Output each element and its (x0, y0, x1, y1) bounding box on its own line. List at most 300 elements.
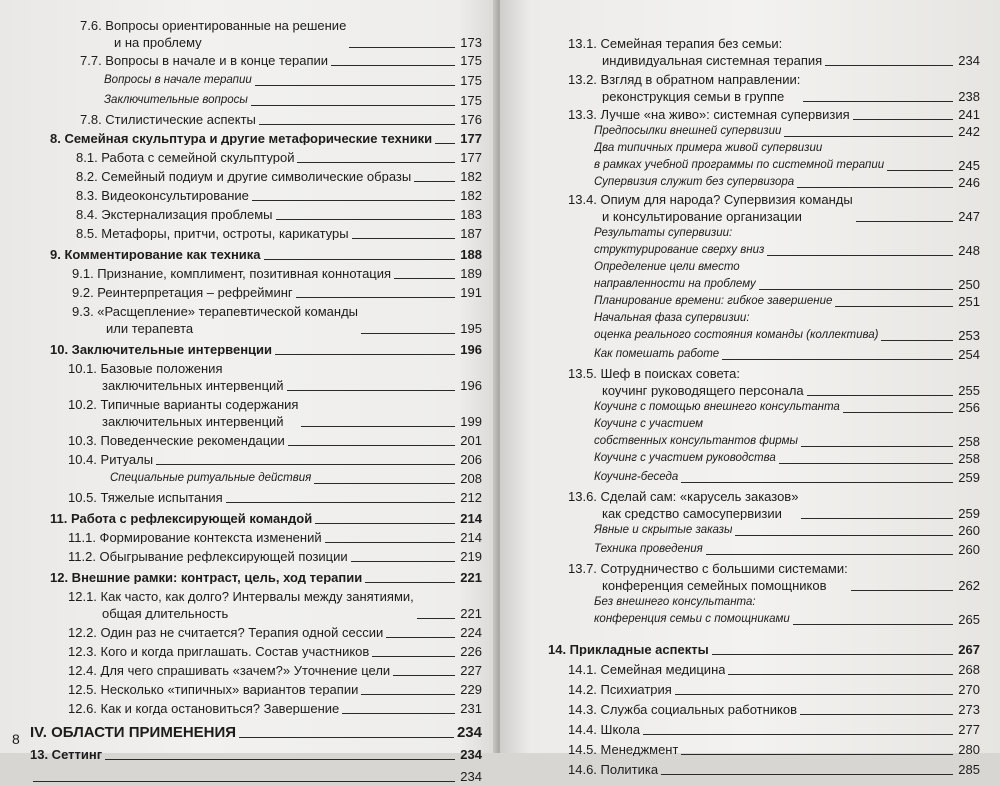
toc-entry-title-line: или терапевта (106, 321, 194, 335)
toc-entry-title-line: 13. Сеттинг (30, 748, 103, 761)
toc-entry-title-line: и консультирование организации (602, 209, 802, 223)
toc-leader-line (801, 445, 953, 447)
toc-entry-title (50, 343, 272, 356)
toc-leader-line (259, 123, 455, 125)
toc-entry-title-line: Техника проведения (594, 543, 703, 555)
toc-entry-title-line: общая длительность (102, 606, 229, 620)
toc-entry-title (80, 54, 328, 67)
toc-entry (538, 364, 980, 400)
toc-entry (538, 311, 980, 345)
toc-page-number: 245 (958, 158, 980, 173)
toc-entry-title-line: Два типичных примера живой супервизии (594, 142, 823, 154)
toc-entry-title-line: 14.3. Служба социальных работников (568, 703, 797, 716)
toc-page-number: 177 (460, 131, 482, 146)
toc-entry (20, 224, 482, 243)
toc-entry-title (68, 664, 390, 677)
toc-page-number: 231 (460, 701, 482, 716)
toc-page-number: 221 (460, 606, 482, 621)
toc-entry-title-line: как средство самосупервизии (602, 506, 782, 520)
toc-page-number: 196 (460, 378, 482, 393)
toc-entry (538, 294, 980, 311)
toc-leader-line (372, 655, 455, 657)
toc-page-number: 251 (958, 294, 980, 309)
toc-page-number: 227 (460, 663, 482, 678)
toc-entry-title-line: 9.3. «Расщепление» терапевтической команды (72, 305, 359, 319)
toc-leader-line (276, 218, 455, 220)
toc-chapter-entry (20, 243, 482, 264)
toc-entry-title-line: Явные и скрытые заказы (594, 524, 733, 536)
toc-page-number: 277 (958, 722, 980, 737)
toc-entry-title-line: 14. Прикладные аспекты (548, 643, 709, 656)
toc-page-number: 224 (460, 625, 482, 640)
toc-entry (20, 431, 482, 450)
toc-entry (20, 661, 482, 680)
toc-entry-title-line: 12.2. Один раз не считается? Терапия одной сессии (68, 626, 384, 639)
toc-entry (20, 52, 482, 70)
toc-entry-title-line: 14.5. Менеджмент (568, 743, 679, 756)
toc-entry-title-line: Коучинг с помощью внешнего консультанта (594, 401, 840, 413)
toc-leader-line (251, 104, 455, 106)
toc-entry-title-line: 13.1. Семейная терапия без семьи: (568, 37, 783, 51)
toc-page-number: 182 (460, 188, 482, 203)
toc-entry-title (50, 132, 432, 145)
toc-entry-title (594, 471, 678, 484)
toc-entry (20, 680, 482, 699)
toc-leader-line (853, 118, 953, 120)
toc-leader-line (728, 673, 953, 675)
toc-entry-title-line: 8.1. Работа с семейной скульптурой (76, 151, 295, 164)
toc-leader-line (779, 462, 953, 464)
toc-entry-title-line: 7.8. Стилистические аспекты (80, 113, 256, 126)
toc-leader-line (315, 522, 455, 524)
toc-leader-line (722, 358, 953, 360)
toc-entry-title-line: Результаты супервизии: (594, 227, 733, 239)
toc-entry (20, 264, 482, 283)
toc-entry-title (80, 19, 346, 49)
toc-entry (538, 699, 980, 719)
toc-entry-title (68, 590, 414, 620)
toc-page-number: 212 (460, 490, 482, 505)
toc-entry (538, 175, 980, 192)
toc-entry-title-line: Коучинг-беседа (594, 471, 679, 483)
toc-page-number: 260 (958, 523, 980, 538)
toc-leader-line (105, 758, 455, 760)
toc-entry (20, 488, 482, 507)
toc-page-number: 242 (958, 124, 980, 139)
toc-entry-title-line: 9.1. Признание, комплимент, позитивная коннотация (72, 267, 392, 280)
toc-page-number: 256 (958, 400, 980, 415)
toc-leader-line (414, 180, 455, 182)
toc-page-number: 238 (958, 89, 980, 104)
toc-entry (20, 359, 482, 395)
toc-entry-title-line: 10.1. Базовые положения (68, 362, 223, 376)
toc-entry-title (568, 193, 853, 223)
toc-page-number: 191 (460, 285, 482, 300)
toc-leader-line (239, 736, 454, 738)
toc-entry-title (568, 367, 804, 397)
toc-entry-title-line: 12.5. Несколько «типичных» вариантов терапии (68, 683, 359, 696)
toc-entry-title (68, 398, 298, 428)
toc-entry-title (110, 472, 311, 485)
toc-chapter-entry (20, 507, 482, 528)
toc-leader-line (835, 305, 953, 307)
toc-leader-line (156, 463, 455, 465)
toc-entry (538, 559, 980, 595)
toc-entry (20, 148, 482, 167)
toc-page-number: 214 (460, 530, 482, 545)
toc-entry (538, 106, 980, 124)
toc-leader-line (287, 389, 455, 391)
toc-entry (538, 759, 980, 779)
toc-entry-title-line: 12.6. Как и когда остановиться? Завершение (68, 702, 340, 715)
toc-page-number: 241 (958, 107, 980, 122)
toc-entry-title-line: Специальные ритуальные действия (110, 472, 312, 484)
toc-entry-title (76, 189, 249, 202)
right-toc (538, 34, 980, 779)
toc-page-number: 234 (460, 747, 482, 762)
toc-entry-title-line: 11. Работа с рефлексирующей командой (50, 512, 313, 525)
toc-entry-title-line: 12. Внешние рамки: контраст, цель, ход терапии (50, 571, 363, 584)
toc-entry-title-line: 8.5. Метафоры, притчи, остроты, карикатуры (76, 227, 349, 240)
toc-leader-line (352, 237, 455, 239)
toc-leader-line (386, 636, 455, 638)
toc-entry-title-line: 13.4. Опиум для народа? Супервизия команды (568, 193, 853, 207)
toc-leader-line (712, 653, 953, 655)
toc-entry-title-line: Определение цели вместо (594, 261, 740, 273)
toc-entry (538, 487, 980, 523)
toc-entry-title-line: Вопросы в начале терапии (104, 74, 252, 86)
toc-entry-title-line: Коучинг с участием руководства (594, 452, 776, 464)
right-page (500, 0, 1000, 777)
left-toc (20, 16, 482, 786)
toc-leader-line (255, 84, 455, 86)
toc-entry-title (68, 626, 383, 639)
toc-entry (20, 70, 482, 90)
toc-entry-title-line: IV. ОБЛАСТИ ПРИМЕНЕНИЯ (30, 726, 237, 739)
toc-page-number: 175 (460, 73, 482, 88)
toc-entry-title (80, 113, 256, 126)
toc-entry-title (76, 151, 294, 164)
toc-entry (20, 90, 482, 110)
toc-leader-line (800, 713, 953, 715)
toc-leader-line (365, 581, 455, 583)
toc-entry-title-line: 14.2. Психиатрия (568, 683, 672, 696)
toc-entry-title (568, 723, 640, 736)
toc-leader-line (296, 296, 455, 298)
toc-leader-line (331, 64, 455, 66)
toc-entry-title (594, 348, 719, 361)
toc-entry-title-line: собственных консультантов фирмы (594, 435, 798, 447)
toc-entry-title-line: Заключительные вопросы (104, 94, 248, 106)
toc-entry-title-line: Без внешнего консультанта: (594, 596, 756, 608)
toc-entry (20, 110, 482, 129)
toc-entry-title-line: в рамках учебной программы по системной терапии (594, 159, 885, 171)
toc-leader-line (851, 589, 953, 591)
toc-entry (20, 16, 482, 52)
toc-page-number: 265 (958, 612, 980, 627)
toc-entry-title (50, 571, 362, 584)
toc-page-number: 221 (460, 570, 482, 585)
toc-entry (20, 587, 482, 623)
toc-entry-title-line: конференция семьи с помощниками (594, 613, 790, 625)
toc-leader-line (797, 186, 953, 188)
toc-entry (20, 547, 482, 566)
toc-entry-title (594, 596, 790, 626)
toc-entry-title-line: 9. Комментирование как техника (50, 248, 261, 261)
toc-entry-title-line: Планирование времени: гибкое завершение (594, 295, 833, 307)
toc-entry-title-line: 14.6. Политика (568, 763, 659, 776)
toc-leader-line (675, 693, 953, 695)
toc-entry-title-line: коучинг руководящего персонала (602, 383, 804, 397)
toc-entry-title (594, 452, 776, 465)
toc-leader-line (252, 199, 455, 201)
toc-leader-line (226, 501, 455, 503)
toc-chapter-entry (20, 718, 482, 742)
toc-page-number: 175 (460, 53, 482, 68)
toc-chapter-entry (20, 129, 482, 148)
toc-page-number: 206 (460, 452, 482, 467)
toc-entry-title (68, 550, 348, 563)
toc-entry (538, 595, 980, 629)
toc-entry (538, 260, 980, 294)
toc-leader-line (342, 712, 455, 714)
toc-page-number: 226 (460, 644, 482, 659)
toc-leader-line (643, 733, 953, 735)
toc-chapter-entry (538, 629, 980, 659)
toc-entry-title-line: 7.6. Вопросы ориентированные на решение (80, 19, 347, 33)
toc-entry-title-line: конференция семейных помощников (602, 578, 827, 592)
toc-chapter-entry (20, 338, 482, 359)
toc-leader-line (361, 332, 455, 334)
toc-leader-line (803, 100, 953, 102)
toc-entry-title (104, 74, 252, 87)
toc-page-number: 255 (958, 383, 980, 398)
toc-entry (538, 417, 980, 451)
toc-entry (538, 523, 980, 540)
toc-entry-title (594, 261, 756, 291)
toc-entry-title-line: 14.4. Школа (568, 723, 641, 736)
toc-page-number: 250 (958, 277, 980, 292)
toc-entry (538, 679, 980, 699)
toc-entry-title (68, 453, 153, 466)
toc-entry-title-line: 12.1. Как часто, как долго? Интервалы между занятиями, (68, 590, 414, 604)
toc-entry-title (568, 108, 850, 121)
toc-page-number: 214 (460, 511, 482, 526)
toc-entry-title (568, 763, 658, 776)
toc-chapter-entry (20, 566, 482, 587)
toc-leader-line (349, 46, 455, 48)
toc-entry (538, 400, 980, 417)
toc-entry (20, 205, 482, 224)
toc-entry-title (568, 743, 678, 756)
toc-leader-line (297, 161, 455, 163)
toc-leader-line (887, 169, 953, 171)
toc-entry-title (568, 703, 797, 716)
toc-entry-title (76, 170, 411, 183)
toc-entry-title (568, 683, 672, 696)
toc-leader-line (735, 534, 953, 536)
toc-leader-line (325, 541, 455, 543)
toc-entry (20, 395, 482, 431)
toc-entry-title-line: заключительных интервенций (102, 378, 284, 392)
toc-entry-title-line: Предпосылки внешней супервизии (594, 125, 782, 137)
toc-leader-line (301, 425, 455, 427)
toc-leader-line (843, 411, 953, 413)
toc-leader-line (288, 444, 455, 446)
toc-entry (20, 302, 482, 338)
toc-entry (538, 124, 980, 141)
toc-entry-title (72, 305, 358, 335)
toc-page-number: 208 (460, 471, 482, 486)
toc-entry-title-line: и на проблему (114, 35, 202, 49)
toc-leader-line (881, 339, 953, 341)
toc-entry-title-line: заключительных интервенций (102, 414, 284, 428)
toc-entry-title (594, 401, 840, 414)
toc-entry-title (594, 418, 798, 448)
toc-entry-title-line: Супервизия служит без супервизора (594, 176, 795, 188)
toc-page-number: 267 (958, 642, 980, 657)
toc-entry-title-line: 10.3. Поведенческие рекомендации (68, 434, 285, 447)
toc-entry (538, 540, 980, 559)
toc-entry (538, 345, 980, 364)
toc-page-number: 229 (460, 682, 482, 697)
toc-entry-title (568, 490, 798, 520)
toc-entry (20, 283, 482, 302)
toc-leader-line (394, 277, 455, 279)
toc-page-number: 188 (460, 247, 482, 262)
toc-entry-title-line: 10.2. Типичные варианты содержания (68, 398, 299, 412)
toc-page-number: 175 (460, 93, 482, 108)
toc-entry-title (568, 663, 725, 676)
toc-entry-title-line: 9.2. Реинтерпретация – рефрейминг (72, 286, 293, 299)
toc-page-number: 234 (456, 724, 482, 741)
toc-entry (20, 699, 482, 718)
toc-entry-title-line: 8. Семейная скульптура и другие метафорические техники (50, 132, 433, 145)
toc-page-number: 201 (460, 433, 482, 448)
toc-entry-title (594, 295, 832, 308)
toc-page-number: 280 (958, 742, 980, 757)
toc-entry-title-line: индивидуальная системная терапия (602, 53, 823, 67)
toc-leader-line (767, 254, 953, 256)
toc-page-number: 183 (460, 207, 482, 222)
toc-leader-line (351, 560, 455, 562)
toc-page-number: 260 (958, 542, 980, 557)
toc-leader-line (681, 481, 953, 483)
toc-entry-title (548, 643, 709, 656)
toc-entry (20, 469, 482, 488)
toc-entry-title (68, 531, 322, 544)
toc-entry-title (72, 267, 391, 280)
toc-entry-title-line: 13.6. Сделай сам: «карусель заказов» (568, 490, 799, 504)
toc-entry (20, 167, 482, 186)
toc-page-number: 273 (958, 702, 980, 717)
toc-leader-line (361, 693, 455, 695)
toc-page-number: 195 (460, 321, 482, 336)
toc-leader-line (435, 142, 455, 144)
toc-leader-line (314, 482, 455, 484)
toc-leader-line (793, 623, 953, 625)
toc-entry (538, 141, 980, 175)
toc-entry-title (594, 125, 781, 138)
toc-entry-title (30, 748, 102, 761)
toc-page-number: 259 (958, 506, 980, 521)
toc-entry-title (594, 142, 884, 172)
toc-leader-line (807, 394, 953, 396)
toc-leader-line (417, 617, 455, 619)
toc-leader-line (784, 135, 953, 137)
toc-page-number: 219 (460, 549, 482, 564)
toc-leader-line (681, 753, 953, 755)
toc-page-number: 247 (958, 209, 980, 224)
toc-page-number: 176 (460, 112, 482, 127)
toc-entry-title-line: 12.3. Кого и когда приглашать. Состав участников (68, 645, 370, 658)
toc-entry-title (68, 434, 285, 447)
toc-leader-line (706, 553, 953, 555)
toc-page-number: 258 (958, 434, 980, 449)
toc-page-number: 285 (958, 762, 980, 777)
toc-leader-line (393, 674, 455, 676)
toc-entry-title (104, 94, 248, 107)
toc-page-number: 254 (958, 347, 980, 362)
toc-entry-title-line: направленности на проблему (594, 278, 756, 290)
toc-page-number: 253 (958, 328, 980, 343)
toc-leader-line (275, 353, 455, 355)
left-page (0, 0, 498, 784)
toc-leader-line (264, 258, 455, 260)
toc-entry-title-line: 13.7. Сотрудничество с большими системами: (568, 562, 848, 576)
toc-entry (538, 192, 980, 226)
toc-page-number: 173 (460, 35, 482, 50)
toc-entry-title-line: 8.3. Видеоконсультирование (76, 189, 249, 202)
toc-entry-title (568, 73, 800, 103)
toc-entry-title (30, 726, 236, 739)
toc-entry-title-line: 13.3. Лучше «на живо»: системная супервизия (568, 108, 850, 121)
toc-entry (538, 226, 980, 260)
toc-entry-title-line: 11.2. Обыгрывание рефлексирующей позиции (68, 550, 348, 563)
toc-page-number: 259 (958, 470, 980, 485)
toc-page-number: 187 (460, 226, 482, 241)
toc-entry-title (594, 227, 764, 257)
toc-page-number: 262 (958, 578, 980, 593)
toc-entry-title-line: 10.5. Тяжелые испытания (68, 491, 223, 504)
toc-entry-title (68, 491, 223, 504)
toc-page-number: 270 (958, 682, 980, 697)
toc-entry (538, 739, 980, 759)
toc-entry-title (72, 286, 293, 299)
toc-entry-title-line: оценка реального состояния команды (коллектива) (594, 329, 879, 341)
toc-entry-title-line: 10. Заключительные интервенции (50, 343, 273, 356)
toc-page-number: 177 (460, 150, 482, 165)
toc-entry-title (594, 176, 794, 189)
toc-entry-title (68, 683, 358, 696)
page-number: 8 (12, 731, 20, 747)
toc-entry-title-line: Коучинг с участием (594, 418, 704, 430)
toc-entry-title (50, 512, 312, 525)
toc-page-number: 268 (958, 662, 980, 677)
toc-entry (20, 642, 482, 661)
toc-entry (538, 468, 980, 487)
toc-leader-line (33, 780, 455, 782)
toc-entry (20, 450, 482, 469)
toc-entry-title (50, 248, 261, 261)
toc-page-number: 258 (958, 451, 980, 466)
toc-entry (538, 70, 980, 106)
toc-entry (538, 451, 980, 468)
toc-entry-title-line: 10.4. Ритуалы (68, 453, 154, 466)
toc-leader-line (801, 517, 953, 519)
toc-leader-line (825, 64, 953, 66)
toc-entry-title-line: 7.7. Вопросы в начале и в конце терапии (80, 54, 329, 67)
